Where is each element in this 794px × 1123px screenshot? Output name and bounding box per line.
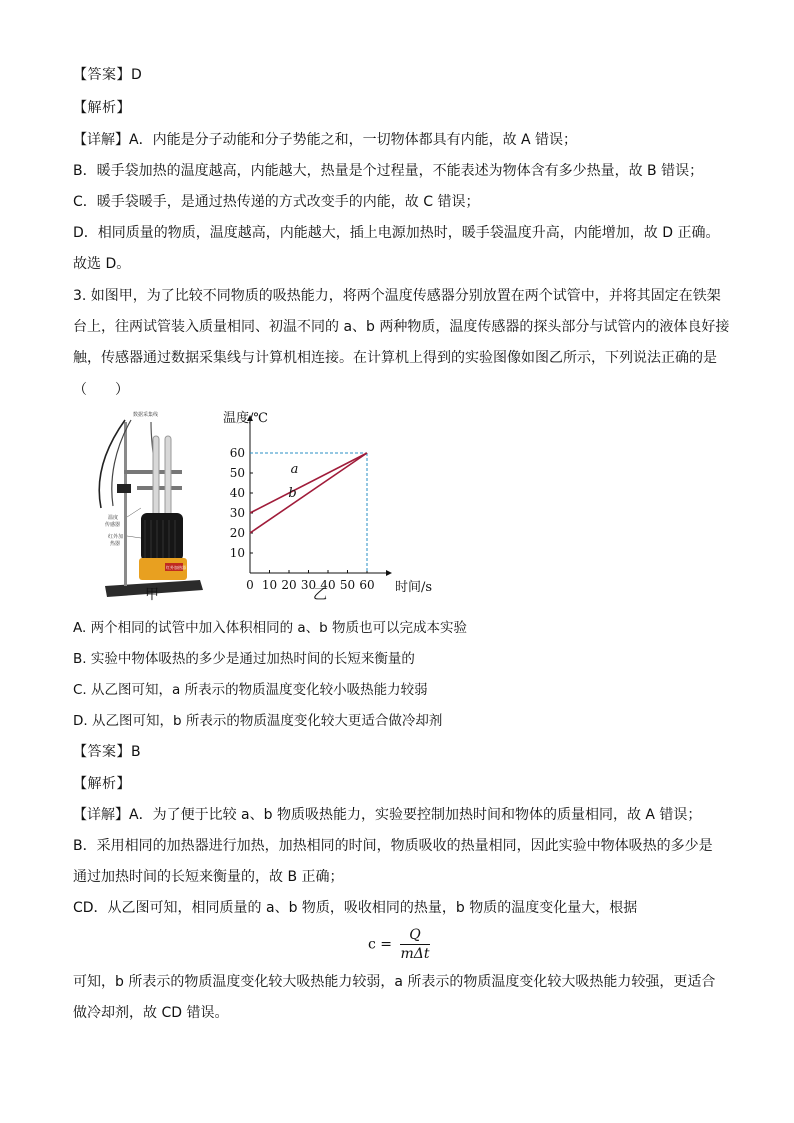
apparatus-photo	[95, 408, 215, 603]
x-tick-label-20: 20	[281, 578, 297, 592]
question-line-1: 3. 如图甲，为了比较不同物质的吸热能力，将两个温度传感器分别放置在两个试管中，并将其固定在铁架	[73, 288, 721, 304]
prev-line-3: C．暖手袋暖手，是通过热传递的方式改变手的内能，故 C 错误；	[73, 194, 480, 210]
formula-denominator: mΔt	[400, 946, 430, 962]
experiment-figure	[95, 408, 445, 608]
temperature-time-chart	[223, 408, 445, 608]
prev-analysis-tag: 【解析】	[73, 100, 131, 116]
heater-label: 红外加热器	[166, 565, 186, 570]
y-tick-label-30: 30	[229, 506, 245, 520]
series-line-b	[250, 453, 367, 533]
specific-heat-formula	[368, 926, 430, 963]
label-sensor-2: 传感器	[105, 522, 121, 528]
formula-fraction	[400, 926, 429, 963]
prev-line-1: 【详解】A．内能是分子动能和分子势能之和，一切物体都具有内能，故 A 错误；	[73, 132, 578, 148]
series-label-a: a	[290, 462, 299, 477]
label-heater-1: 红外加	[108, 534, 124, 540]
option-c: C. 从乙图可知，a 所表示的物质温度变化较小吸热能力较弱	[73, 682, 428, 698]
answer-line-1: 【详解】A．为了便于比较 a、b 物质吸热能力，实验要控制加热时间和物体的质量相同，故 A 错误；	[73, 807, 702, 823]
option-b: B. 实验中物体吸热的多少是通过加热时间的长短来衡量的	[73, 651, 415, 667]
option-a: A. 两个相同的试管中加入体积相同的 a、b 物质也可以完成本实验	[73, 620, 468, 636]
y-tick-label-20: 20	[229, 526, 245, 540]
x-tick-label-50: 50	[339, 578, 356, 592]
x-tick-label-60: 60	[359, 578, 375, 592]
prev-line-5: 故选 D。	[73, 256, 131, 272]
analysis-tag: 【解析】	[73, 776, 131, 792]
answer-tag: 【答案】B	[73, 744, 142, 760]
x-tick-label-30: 30	[300, 578, 317, 592]
option-d: D. 从乙图可知，b 所表示的物质温度变化较大更适合做冷却剂	[73, 713, 443, 729]
answer-tail-1: 可知，b 所表示的物质温度变化较大吸热能力较弱，a 所表示的物质温度变化较大吸热能力较强，更适合	[73, 974, 716, 990]
y-tick-label-10: 10	[229, 546, 245, 560]
question-line-4: （ ）	[73, 382, 129, 398]
x-tick-label-10: 10	[261, 578, 278, 592]
prev-line-2: B．暖手袋加热的温度越高，内能越大，热量是个过程量，不能表述为物体含有多少热量，故 B 错误；	[73, 163, 704, 179]
series-label-b: b	[288, 486, 297, 501]
label-heater-2: 热器	[110, 541, 121, 547]
label-sensor-1: 温度	[108, 515, 119, 521]
y-tick-label-60: 60	[229, 446, 245, 460]
formula-numerator: Q	[400, 926, 429, 945]
answer-line-4: CD．从乙图可知，相同质量的 a、b 物质，吸收相同的热量，b 物质的温度变化量大，根据	[73, 900, 638, 916]
x-tick-label-40: 40	[320, 578, 336, 592]
photo-caption: 甲	[145, 587, 159, 603]
answer-line-3: 通过加热时间的长短来衡量的，故 B 正确；	[73, 869, 344, 885]
x-axis-title: 时间/s	[395, 580, 433, 595]
chart-caption: 乙	[313, 587, 327, 603]
question-line-3: 触，传感器通过数据采集线与计算机相连接。在计算机上得到的实验图像如图乙所示，下列说法正确的是	[73, 350, 717, 366]
y-tick-label-50: 50	[229, 466, 245, 480]
answer-line-2: B．采用相同的加热器进行加热，加热相同的时间，物质吸收的热量相同，因此实验中物体吸热的多少是	[73, 838, 713, 854]
series-line-a	[250, 453, 367, 513]
y-tick-label-40: 40	[229, 486, 245, 500]
answer-tail-2: 做冷却剂，故 CD 错误。	[73, 1005, 229, 1021]
prev-answer-tag: 【答案】D	[73, 67, 143, 83]
y-axis-title: 温度/℃	[223, 411, 268, 426]
label-cable: 数据采集线	[133, 412, 159, 418]
formula-lhs: c =	[368, 936, 393, 953]
question-line-2: 台上，往两试管装入质量相同、初温不同的 a、b 两种物质，温度传感器的探头部分与试管内的液体良好接	[73, 319, 730, 335]
x-tick-label-0: 0	[246, 578, 254, 592]
prev-line-4: D．相同质量的物质，温度越高，内能越大，插上电源加热时，暖手袋温度升高，内能增加，故 D 正确。	[73, 225, 720, 241]
